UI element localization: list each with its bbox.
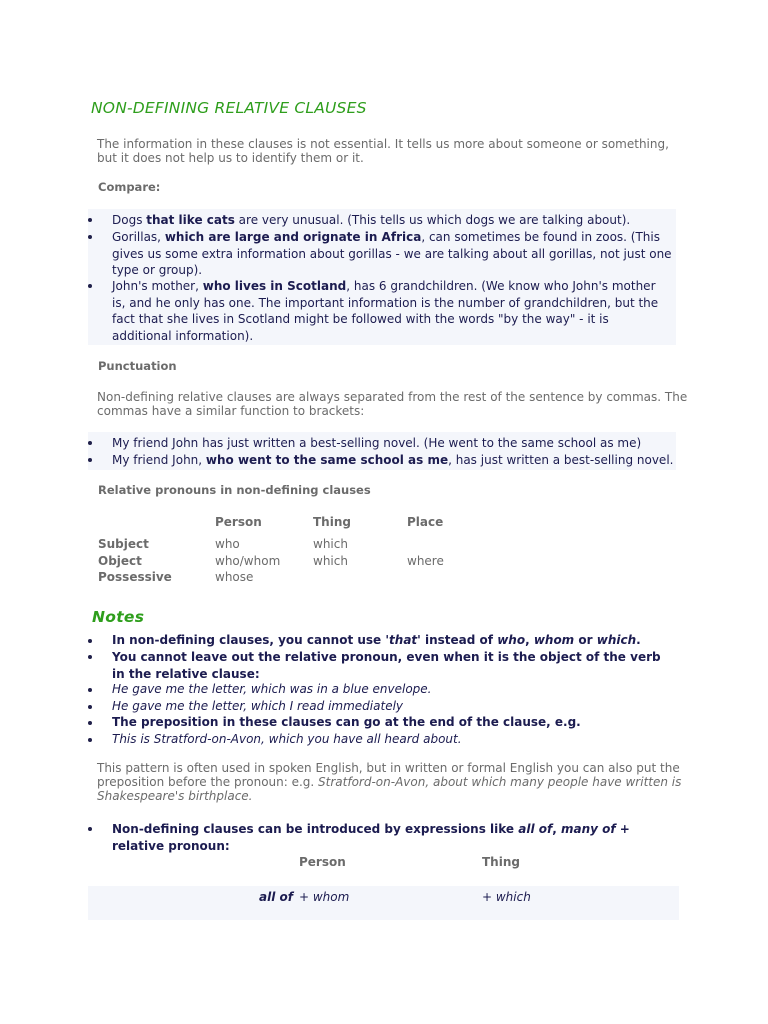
row-label-object: Object <box>98 554 142 568</box>
intro-line-1: The information in these clauses is not essential. It tells us more about someone or something, <box>97 137 669 151</box>
bullet-icon <box>88 441 92 445</box>
col-header-thing: Thing <box>313 515 351 529</box>
punctuation-line-1: Non-defining relative clauses are always separated from the rest of the sentence by commas. The <box>97 390 688 404</box>
item-text: My friend John has just written a best-selling novel. (He went to the same school as me) <box>112 436 642 450</box>
expr-col-header-thing: Thing <box>482 855 520 869</box>
note-item-3: He gave me the letter, which was in a blue envelope. <box>112 682 432 696</box>
row-label-subject: Subject <box>98 537 149 551</box>
item-text: , can sometimes be found in zoos. (This gives us some extra information about gorillas - we are talking about all gorillas, not just one type or group). <box>112 230 672 277</box>
pronouns-heading: Relative pronouns in non-defining clauses <box>98 483 371 497</box>
para-text: preposition before the pronoun: e.g. <box>97 775 319 789</box>
punctuation-item-1 <box>112 435 682 452</box>
table-cell: whose <box>215 570 254 584</box>
table-cell: which <box>313 537 348 551</box>
table-cell: where <box>407 554 444 568</box>
item-bold: which are large and orignate in Africa <box>164 230 422 244</box>
note-item-4: He gave me the letter, which I read immediately <box>112 699 404 713</box>
bullet-icon <box>88 705 92 709</box>
col-header-place: Place <box>407 515 444 529</box>
punctuation-heading: Punctuation <box>98 359 177 373</box>
item-bold: who lives in Scotland <box>202 279 347 293</box>
expr-row <box>259 890 293 904</box>
item-text: or <box>574 633 597 647</box>
punctuation-line-2: commas have a similar function to brackets: <box>97 404 365 418</box>
item-text: . <box>636 633 641 647</box>
note-item-5: The preposition in these clauses can go at the end of the clause, e.g. <box>112 715 581 729</box>
expressions-box <box>88 886 679 920</box>
item-italic: which <box>596 633 637 647</box>
bullet-icon <box>88 458 92 462</box>
bullet-icon <box>88 721 92 725</box>
item-text: instead of <box>420 633 498 647</box>
bullet-icon <box>88 738 92 742</box>
bullet-icon <box>88 688 92 692</box>
item-text: , <box>552 822 561 836</box>
item-italic: many of <box>560 822 616 836</box>
item-text: , has 6 grandchildren. (We know who John's mother is, and he only has one. The important information is the number of grandchildren, but the fact that she lives in Scotland might be followed with the words "by the way" - it is additional information). <box>112 279 659 343</box>
bullet-icon <box>88 827 92 831</box>
expr-thing-cell: + which <box>482 890 531 904</box>
compare-item-3 <box>112 278 672 344</box>
para-italic: Stratford-on-Avon, about which many people have written is <box>318 775 682 789</box>
item-text: , <box>525 633 534 647</box>
item-text: Dogs <box>112 213 147 227</box>
item-text: are very unusual. (This tells us which dogs we are talking about). <box>234 213 631 227</box>
row-label-possessive: Possessive <box>98 570 172 584</box>
expr-label: all of <box>259 890 293 904</box>
table-cell: which <box>313 554 348 568</box>
notes-heading: Notes <box>92 608 145 626</box>
bullet-icon <box>88 235 92 239</box>
note-item-1 <box>112 632 682 649</box>
item-text: Gorillas, <box>112 230 165 244</box>
compare-heading: Compare: <box>98 180 161 194</box>
item-text: John's mother, <box>112 279 203 293</box>
notes-para-line-1: This pattern is often used in spoken English, but in written or formal English you can also put the <box>97 761 680 775</box>
item-text: In non-defining clauses, you cannot use <box>112 633 386 647</box>
notes-para-line-2 <box>97 775 681 789</box>
bullet-icon <box>88 639 92 643</box>
item-italic: 'that' <box>385 633 421 647</box>
item-bold: who went to the same school as me <box>205 453 449 467</box>
item-text: My friend John, <box>112 453 206 467</box>
table-cell: who/whom <box>215 554 281 568</box>
item-italic: who <box>497 633 526 647</box>
expressions-item <box>112 821 672 854</box>
item-text: , has just written a best-selling novel. <box>448 453 674 467</box>
bullet-icon <box>88 655 92 659</box>
intro-line-2: but it does not help us to identify them or it. <box>97 151 364 165</box>
expr-person-cell: + whom <box>299 890 350 904</box>
item-italic: all of <box>518 822 553 836</box>
punctuation-item-2 <box>112 452 682 469</box>
col-header-person: Person <box>215 515 262 529</box>
note-item-6: This is Stratford-on-Avon, which you have all heard about. <box>112 732 462 746</box>
bullet-icon <box>88 284 92 288</box>
compare-item-2 <box>112 229 672 279</box>
item-text: Non-defining clauses can be introduced by expressions like <box>112 822 519 836</box>
item-bold: that like cats <box>146 213 235 227</box>
expr-col-header-person: Person <box>299 855 346 869</box>
notes-para-line-3: Shakespeare's birthplace. <box>97 789 253 803</box>
item-text: + relative pronoun: <box>112 822 630 853</box>
table-cell: who <box>215 537 240 551</box>
item-italic: whom <box>533 633 575 647</box>
note-item-2: You cannot leave out the relative pronoun, even when it is the object of the verb in the relative clause: <box>112 650 661 681</box>
page-title: NON-DEFINING RELATIVE CLAUSES <box>91 99 367 117</box>
compare-item-1 <box>112 212 682 229</box>
bullet-icon <box>88 218 92 222</box>
